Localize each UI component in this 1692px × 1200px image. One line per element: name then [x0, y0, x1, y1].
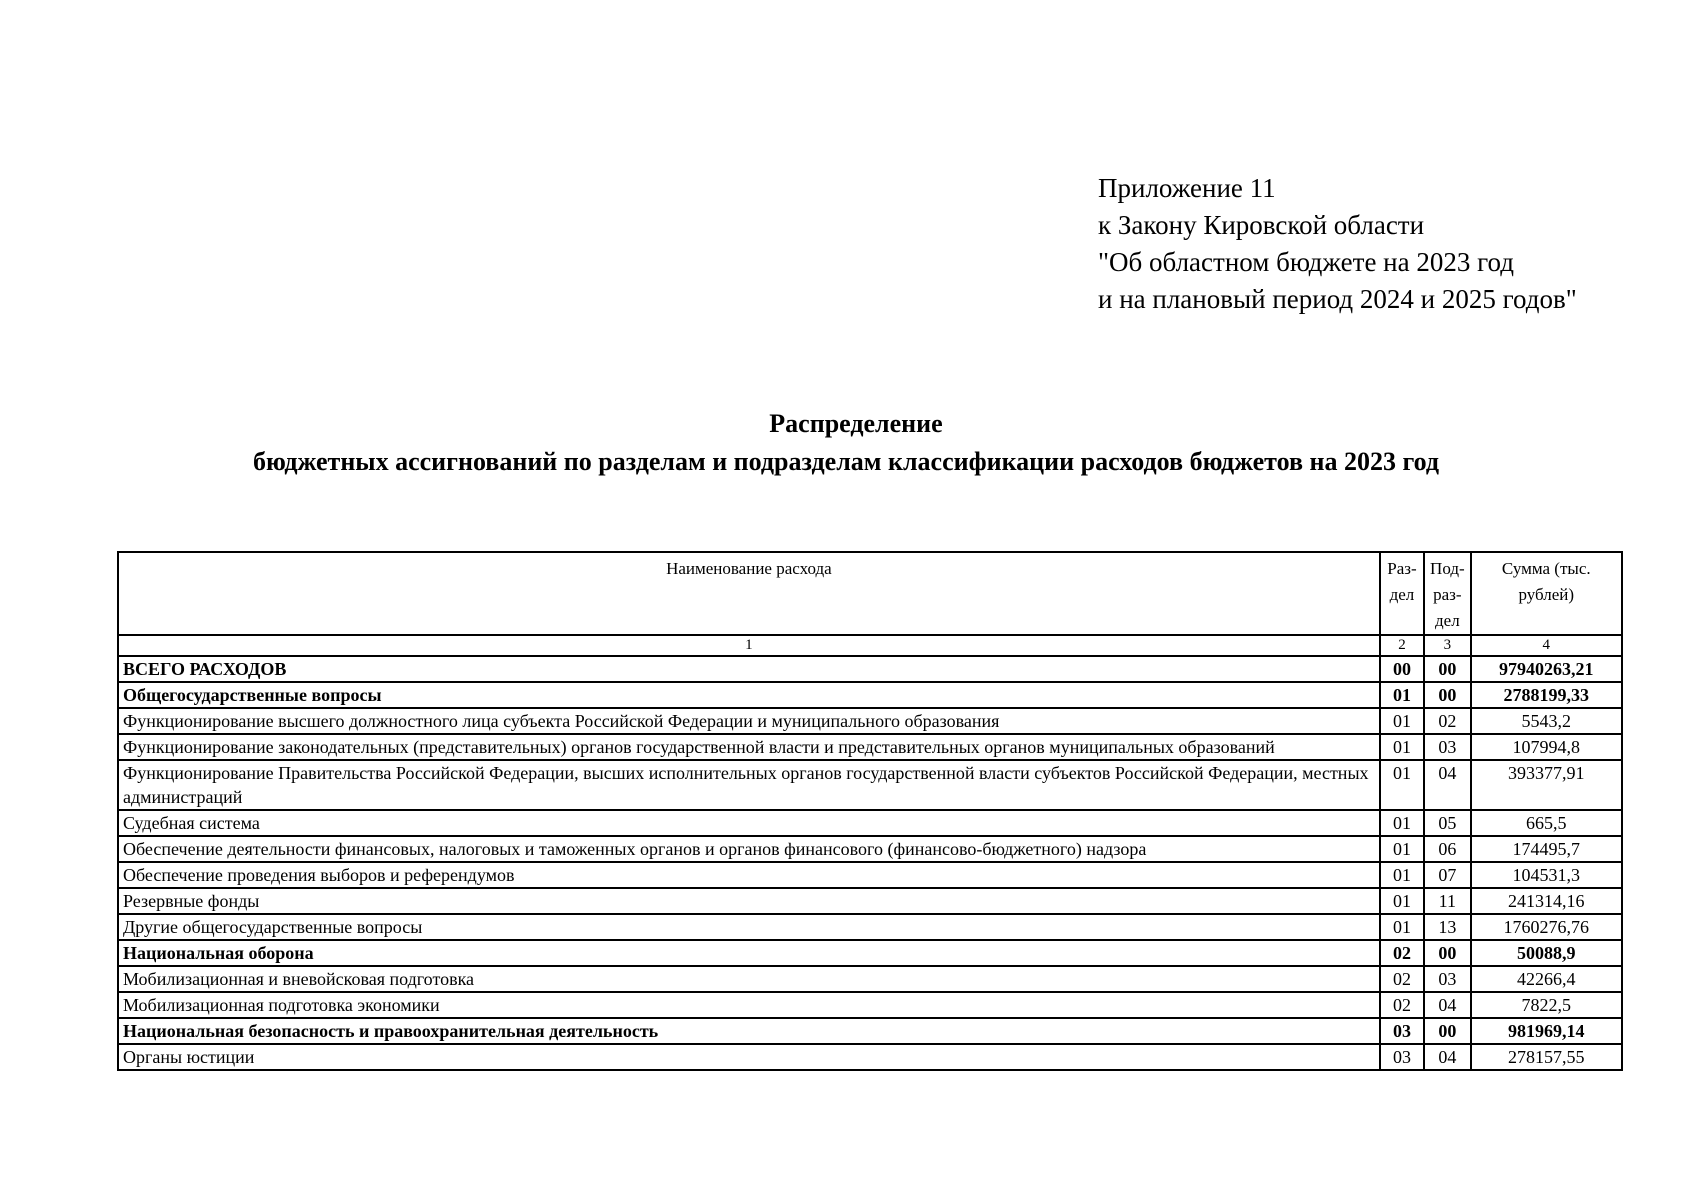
column-number: 2: [1380, 635, 1424, 656]
row-name-cell: Общегосударственные вопросы: [118, 682, 1380, 708]
row-section-cell: 01: [1380, 708, 1424, 734]
row-subsection-cell: 03: [1424, 734, 1470, 760]
row-sum-cell: 665,5: [1471, 810, 1622, 836]
row-sum-cell: 7822,5: [1471, 992, 1622, 1018]
header-row: [118, 552, 1622, 635]
row-section-cell: 01: [1380, 760, 1424, 810]
row-section-cell: 02: [1380, 966, 1424, 992]
appendix-line-2: к Закону Кировской области: [1098, 210, 1425, 240]
table-row: [118, 734, 1622, 760]
title-line-1: Распределение: [769, 409, 943, 438]
table-row: [118, 708, 1622, 734]
row-subsection-cell: 00: [1424, 656, 1470, 682]
row-name-cell: Мобилизационная и вневойсковая подготовка: [118, 966, 1380, 992]
table-row: [118, 914, 1622, 940]
row-subsection-cell: 11: [1424, 888, 1470, 914]
row-subsection-cell: 04: [1424, 992, 1470, 1018]
column-number-row: [118, 635, 1622, 656]
table-row: [118, 1018, 1622, 1044]
table-row: [118, 862, 1622, 888]
row-subsection-cell: 06: [1424, 836, 1470, 862]
column-number: 1: [118, 635, 1380, 656]
row-section-cell: 03: [1380, 1044, 1424, 1070]
table-body: [118, 656, 1622, 1070]
row-section-cell: 02: [1380, 940, 1424, 966]
row-name-cell: ВСЕГО РАСХОДОВ: [118, 656, 1380, 682]
row-section-cell: 01: [1380, 734, 1424, 760]
row-section-cell: 02: [1380, 992, 1424, 1018]
table-row: [118, 1044, 1622, 1070]
row-subsection-cell: 04: [1424, 1044, 1470, 1070]
table-row: [118, 656, 1622, 682]
appendix-line-3: "Об областном бюджете на 2023 год: [1098, 247, 1514, 277]
table-row: [118, 940, 1622, 966]
row-subsection-cell: 00: [1424, 940, 1470, 966]
row-name-cell: Органы юстиции: [118, 1044, 1380, 1070]
row-name-cell: Резервные фонды: [118, 888, 1380, 914]
row-section-cell: 03: [1380, 1018, 1424, 1044]
table-row: [118, 888, 1622, 914]
row-subsection-cell: 04: [1424, 760, 1470, 810]
row-sum-cell: 107994,8: [1471, 734, 1622, 760]
table-row: [118, 966, 1622, 992]
row-name-cell: Национальная безопасность и правоохранительная деятельность: [118, 1018, 1380, 1044]
title-line-2: бюджетных ассигнований по разделам и подразделам классификации расходов бюджетов на 2023 год: [252, 447, 1440, 476]
row-sum-cell: 50088,9: [1471, 940, 1622, 966]
row-subsection-cell: 02: [1424, 708, 1470, 734]
budget-table: [117, 551, 1623, 1071]
row-subsection-cell: 07: [1424, 862, 1470, 888]
row-subsection-cell: 00: [1424, 682, 1470, 708]
row-subsection-cell: 00: [1424, 1018, 1470, 1044]
row-section-cell: 00: [1380, 656, 1424, 682]
row-sum-cell: 278157,55: [1471, 1044, 1622, 1070]
row-sum-cell: 393377,91: [1471, 760, 1622, 810]
table-row: [118, 992, 1622, 1018]
appendix-line-4: и на плановый период 2024 и 2025 годов": [1098, 284, 1577, 314]
appendix-header: [1098, 170, 1577, 318]
header-sum: Сумма (тыс. рублей): [1471, 552, 1622, 635]
row-sum-cell: 174495,7: [1471, 836, 1622, 862]
row-section-cell: 01: [1380, 888, 1424, 914]
row-section-cell: 01: [1380, 810, 1424, 836]
appendix-line-1: Приложение 11: [1098, 173, 1276, 203]
row-name-cell: Функционирование высшего должностного лица субъекта Российской Федерации и муниципального образования: [118, 708, 1380, 734]
row-name-cell: Другие общегосударственные вопросы: [118, 914, 1380, 940]
row-name-cell: Мобилизационная подготовка экономики: [118, 992, 1380, 1018]
row-sum-cell: 1760276,76: [1471, 914, 1622, 940]
row-name-cell: Функционирование законодательных (представительных) органов государственной власти и представительных органов муниципальных образований: [118, 734, 1380, 760]
column-number: 3: [1424, 635, 1470, 656]
row-sum-cell: 5543,2: [1471, 708, 1622, 734]
row-subsection-cell: 13: [1424, 914, 1470, 940]
row-sum-cell: 97940263,21: [1471, 656, 1622, 682]
table-row: [118, 810, 1622, 836]
row-subsection-cell: 03: [1424, 966, 1470, 992]
header-name: Наименование расхода: [118, 552, 1380, 635]
table-row: [118, 682, 1622, 708]
row-sum-cell: 42266,4: [1471, 966, 1622, 992]
row-sum-cell: 981969,14: [1471, 1018, 1622, 1044]
row-section-cell: 01: [1380, 682, 1424, 708]
table-row: [118, 760, 1622, 810]
row-section-cell: 01: [1380, 862, 1424, 888]
row-name-cell: Судебная система: [118, 810, 1380, 836]
row-sum-cell: 104531,3: [1471, 862, 1622, 888]
row-name-cell: Функционирование Правительства Российской Федерации, высших исполнительных органов государственной власти субъектов Российской Федерации, местных администраций: [118, 760, 1380, 810]
row-section-cell: 01: [1380, 836, 1424, 862]
document-title: [0, 405, 1692, 481]
row-name-cell: Национальная оборона: [118, 940, 1380, 966]
row-section-cell: 01: [1380, 914, 1424, 940]
table-row: [118, 836, 1622, 862]
row-sum-cell: 2788199,33: [1471, 682, 1622, 708]
row-subsection-cell: 05: [1424, 810, 1470, 836]
row-name-cell: Обеспечение проведения выборов и референдумов: [118, 862, 1380, 888]
header-subsection: Под- раз- дел: [1424, 552, 1470, 635]
row-sum-cell: 241314,16: [1471, 888, 1622, 914]
row-name-cell: Обеспечение деятельности финансовых, налоговых и таможенных органов и органов финансового (финансово-бюджетного) надзора: [118, 836, 1380, 862]
column-number: 4: [1471, 635, 1622, 656]
header-section: Раз- дел: [1380, 552, 1424, 635]
